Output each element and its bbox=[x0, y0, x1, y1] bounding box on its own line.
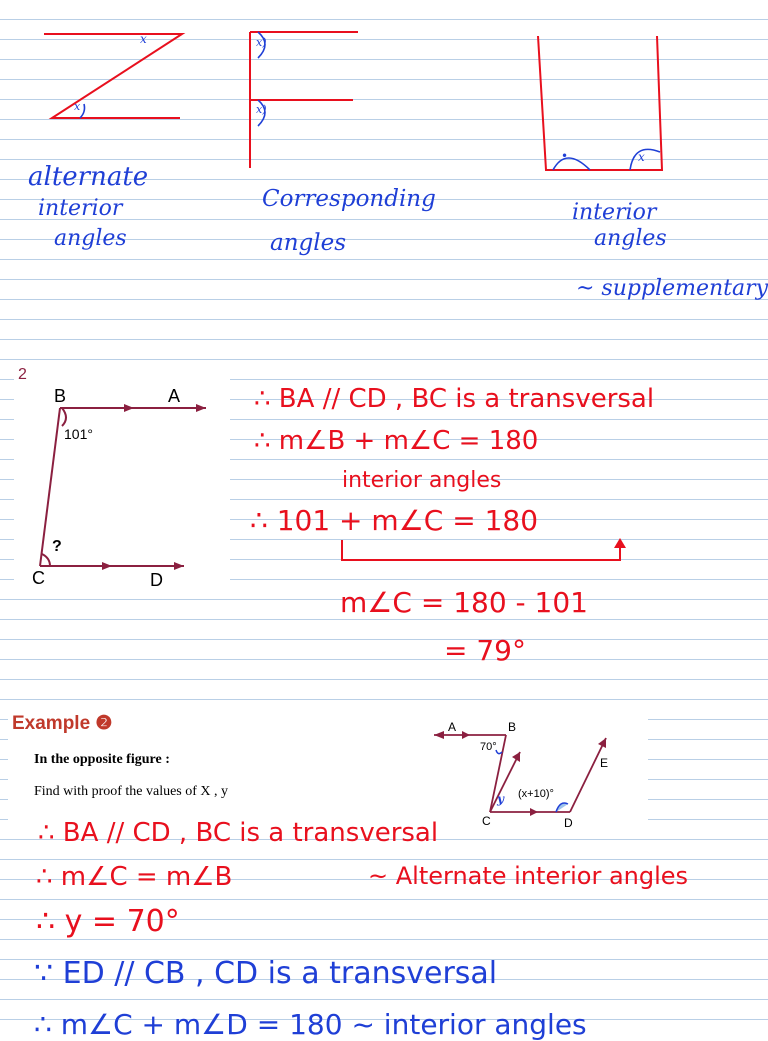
p1-solution-line-1: ∴ BA // CD , BC is a transversal bbox=[254, 384, 655, 414]
ex-solution-line-5: ∵ ED // CB , CD is a transversal bbox=[34, 956, 498, 991]
p1-solution-line-4: ∴ 101 + m∠C = 180 bbox=[250, 504, 539, 537]
example-prompt-title: In the opposite figure : bbox=[34, 752, 170, 767]
ex-angle-b-value: 70° bbox=[480, 741, 497, 753]
ex-vertex-e-label: E bbox=[600, 756, 609, 770]
caption-u-angles: angles bbox=[594, 226, 667, 251]
ex-vertex-b-label: B bbox=[508, 720, 517, 734]
caption-corresponding: Corresponding bbox=[262, 186, 436, 212]
caption-corresponding-angles: angles bbox=[270, 230, 347, 256]
ex-angle-c-unknown: y bbox=[497, 792, 504, 806]
ex-solution-line-3: ~ Alternate interior angles bbox=[368, 862, 689, 890]
angle-b-value: 101° bbox=[64, 426, 93, 442]
vertex-b-label: B bbox=[54, 386, 67, 406]
ex-solution-line-1: ∴ BA // CD , BC is a transversal bbox=[38, 818, 439, 848]
caption-angles: angles bbox=[54, 226, 127, 251]
example-heading: Example ❷ bbox=[12, 713, 113, 734]
u-angle-mark-left: • bbox=[561, 149, 569, 163]
vertex-d-label: D bbox=[150, 570, 163, 590]
p1-solution-line-2: ∴ m∠B + m∠C = 180 bbox=[254, 426, 539, 456]
example-prompt-text: Find with proof the values of X , y bbox=[34, 784, 229, 799]
ex-solution-line-4: ∴ y = 70° bbox=[36, 904, 180, 939]
u-angle-mark-right: x bbox=[638, 150, 645, 164]
ex-angle-d-value: (x+10)° bbox=[518, 788, 554, 800]
f-angle-mark-bottom: x) bbox=[256, 103, 267, 116]
vertex-a-label: A bbox=[168, 386, 181, 406]
caption-alternate: alternate bbox=[28, 162, 149, 192]
z-angle-mark: x bbox=[140, 32, 147, 46]
f-angle-mark-top: x) bbox=[256, 36, 267, 49]
ex-vertex-a-label: A bbox=[448, 720, 457, 734]
vertex-c-label: C bbox=[32, 568, 45, 588]
p1-solution-line-3: interior angles bbox=[342, 468, 502, 493]
ex-solution-line-6: ∴ m∠C + m∠D = 180 ~ interior angles bbox=[34, 1008, 587, 1041]
z-angle-mark-bottom: x bbox=[74, 100, 81, 113]
angle-c-unknown: ? bbox=[52, 538, 62, 555]
p1-solution-line-6: = 79° bbox=[444, 634, 526, 667]
ex-solution-line-2: ∴ m∠C = m∠B bbox=[36, 862, 233, 892]
p1-solution-line-5: m∠C = 180 - 101 bbox=[340, 586, 588, 619]
caption-u-interior: interior bbox=[572, 200, 657, 225]
problem-number: 2 bbox=[18, 366, 27, 383]
caption-interior: interior bbox=[38, 196, 123, 221]
ex-vertex-d-label: D bbox=[564, 816, 573, 830]
ex-vertex-c-label: C bbox=[482, 814, 491, 828]
caption-supplementary: ~ supplementary bbox=[576, 276, 768, 301]
